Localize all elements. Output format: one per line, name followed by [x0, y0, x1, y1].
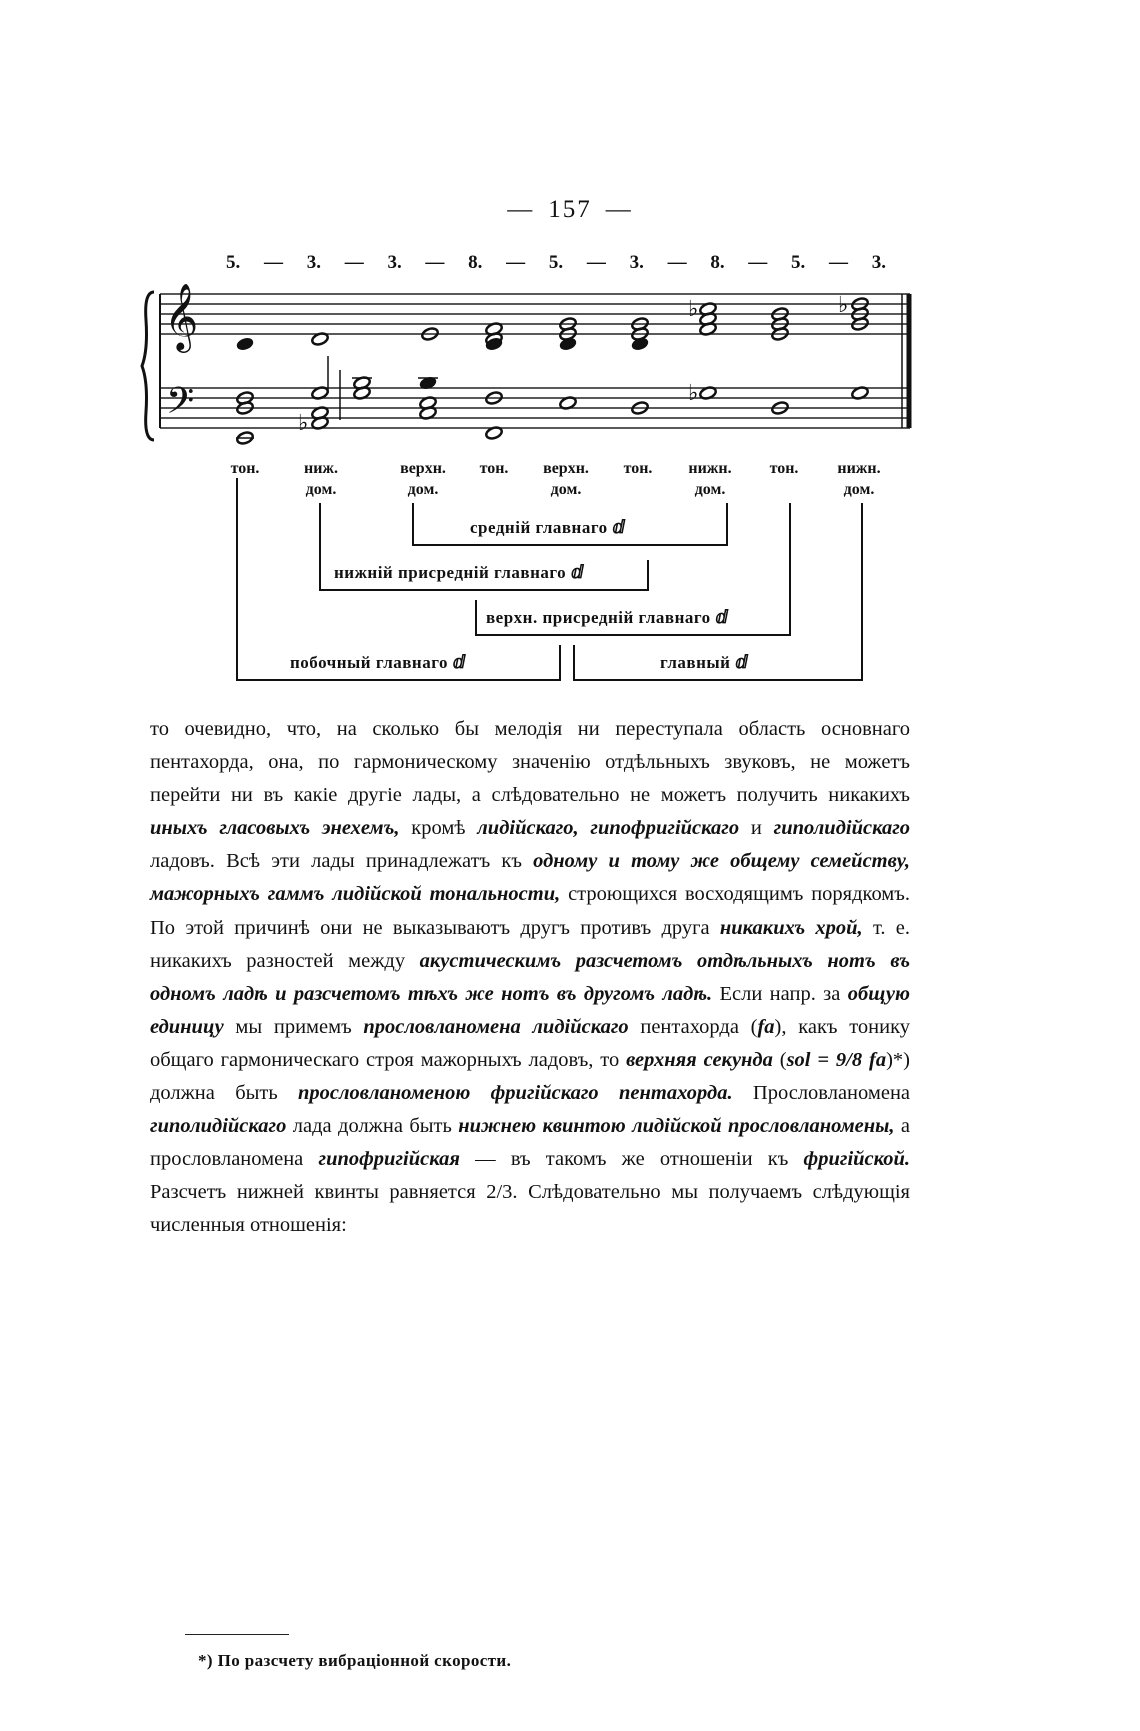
body-text — [150, 713, 910, 1243]
mode-label-ton-3: тон. — [623, 460, 653, 477]
interval-item: 3. — [629, 252, 644, 273]
accent-mark-icon: ⅆ — [612, 517, 626, 537]
accent-mark-icon: ⅆ — [452, 652, 466, 672]
svg-text:♭: ♭ — [688, 380, 699, 405]
interval-item: — — [829, 252, 849, 273]
svg-text:♭: ♭ — [838, 292, 849, 317]
accent-mark-icon: ⅆ — [570, 562, 585, 582]
mode-label-ton-1: тон. — [230, 460, 260, 477]
footnote-divider — [185, 1634, 289, 1635]
bracket-label-nizhny: нижній присредній главнаго ⅆ — [334, 562, 585, 582]
interval-item: — — [263, 252, 283, 273]
interval-item: 3. — [387, 252, 402, 273]
interval-item: — — [425, 252, 445, 273]
treble-clef-icon: 𝄞 — [164, 282, 199, 350]
body-paragraph: то очевидно, что, на сколько бы мелодія ни переступала область основнаго пентахорда, она, по гармоническому значенію отдѣльныхъ звуковъ, не можетъ перейти ни въ какіе другіе лады, а слѣдовательно не можетъ получить никакихъ иныхъ гласовыхъ энехемъ, кромѣ лидійскаго, гипофригійскаго и гиполидійскаго ладовъ. Всѣ эти лады принадлежатъ къ одному и тому же общему семейству, мажорныхъ гаммъ лидійской тональности, строющихся восходящимъ порядкомъ. По этой причинѣ они не выказываютъ другъ противъ друга никакихъ хрой, т. е. никакихъ разностей между акустическимъ разсчетомъ отдѣльныхъ нотъ въ одномъ ладѣ и разсчетомъ тѣхъ же нотъ въ другомъ ладѣ. Если напр. за общую единицу мы примемъ прословланомена лидійскаго пентахорда (fa), какъ тонику общаго гармоническаго строя мажорныхъ ладовъ, то верхняя секунда (sol = 9/8 fa)*) должна быть прословланоменою фригійскаго пентахорда. Прословланомена гиполидійскаго лада должна быть нижнею квинтою лидійской прословланомены, а прословланомена гипофригійская — въ такомъ же отношеніи къ фригійской. Разсчетъ нижней квинты равняется 2/3. Слѣдовательно мы получаемъ слѣдующія численныя отношенія: — [150, 718, 911, 1237]
mode-label-ton-4: тон. — [769, 460, 799, 477]
svg-text:♭: ♭ — [298, 410, 309, 435]
accent-mark-icon: ⅆ — [735, 652, 749, 672]
page-number-value: 157 — [548, 196, 592, 223]
interval-item: 5. — [226, 252, 241, 273]
bass-clef-icon: 𝄢 — [166, 380, 195, 431]
svg-text:♭: ♭ — [688, 296, 699, 321]
interval-item: 5. — [548, 252, 564, 273]
interval-item: 8. — [468, 252, 483, 273]
interval-item: — — [667, 252, 687, 273]
page-number-dash-left: — — [507, 196, 535, 223]
interval-item: — — [506, 252, 526, 273]
mode-label-ton-2: тон. — [479, 460, 509, 477]
bracket-label-verkhny: верхн. присредній главнаго ⅆ — [486, 607, 729, 627]
bracket-label-pobochny: побочный главнаго ⅆ — [290, 652, 466, 672]
interval-item: — — [748, 252, 768, 273]
interval-item: 5. — [791, 252, 806, 273]
interval-item: — — [586, 252, 606, 273]
mode-brackets — [0, 0, 1140, 700]
footnote: *) По разсчету вибраціонной скорости. — [198, 1651, 512, 1670]
bracket-label-sredny: средній главнаго ⅆ — [470, 517, 626, 537]
mode-label-verkh-dom-2: верхн. дом. — [543, 460, 589, 498]
mode-label-nizhn-dom-2: нижн. дом. — [837, 460, 881, 498]
mode-label-nizhn-dom-1: нижн. дом. — [688, 460, 732, 498]
mode-label-nizh-dom-1: ниж. дом. — [303, 460, 339, 498]
bracket-label-glavny: главный ⅆ — [660, 652, 749, 672]
page-number-dash-right: — — [605, 196, 633, 223]
interval-item: — — [344, 252, 364, 273]
accent-mark-icon: ⅆ — [715, 607, 729, 627]
interval-item: 3. — [871, 252, 886, 273]
mode-label-verkh-dom-1: верхн. дом. — [400, 460, 446, 498]
interval-item: 8. — [710, 252, 725, 273]
interval-item: 3. — [306, 252, 321, 273]
